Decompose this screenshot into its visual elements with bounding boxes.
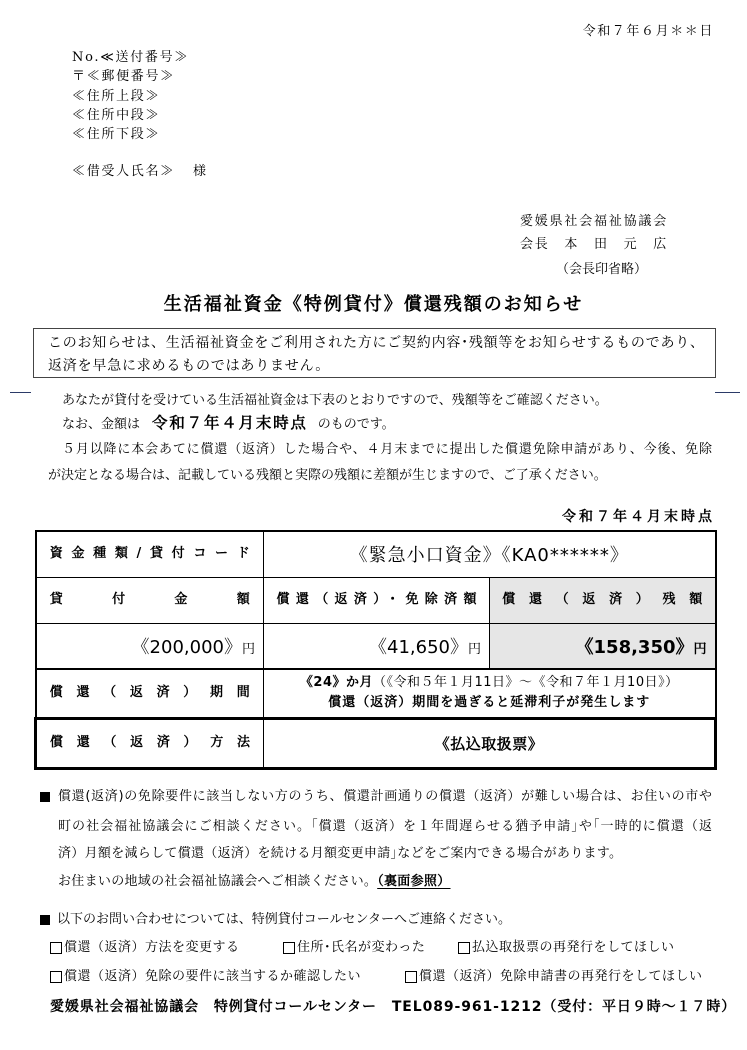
loan-balance-table [34, 530, 717, 770]
remaining-amount-value: 《158,350》 [575, 636, 694, 658]
period-range: （《令和５年１月11日》～《令和７年１月10日》） [373, 675, 679, 691]
inquiry-option-label: 払込取扱票の再発行をしてほしい [472, 940, 675, 955]
intro-line-1: あなたが貸付を受けている生活福祉資金は下表のとおりですので、残額等をご確認ください。 [62, 393, 608, 408]
fund-type-label-cell [36, 531, 264, 577]
margin-mark-right [715, 392, 740, 393]
repaid-label-cell [264, 577, 490, 623]
inquiry-option-label: 住所･氏名が変わった [297, 940, 426, 955]
inquiries-heading: 以下のお問い合わせについては、特例貸付コールセンターへご連絡ください。 [57, 912, 511, 927]
repaid-label: 償還（返済）・免除済額 [276, 592, 477, 607]
document-title: 生活福祉資金《特例貸付》償還残額のお知らせ [163, 294, 584, 315]
checkbox-icon [50, 942, 62, 954]
margin-mark-left [10, 392, 31, 393]
repaid-amount-value: 《41,650》 [369, 636, 468, 658]
inquiry-option [458, 939, 675, 957]
recipient-honorific: 様 [193, 164, 208, 179]
inquiry-option [50, 968, 361, 986]
period-line [264, 673, 715, 693]
period-warning: 償還（返済）期間を過ぎると延滞利子が発生します [328, 695, 651, 711]
loan-amount-label: 貸付金額 [49, 592, 250, 607]
square-bullet-icon [40, 792, 50, 802]
square-bullet-icon [40, 915, 50, 925]
repaid-amount-unit: 円 [467, 641, 481, 657]
recipient-name: ≪借受人氏名≫ [72, 164, 175, 179]
intro-line-2-prefix: なお、金額は [62, 417, 141, 432]
inquiry-option [283, 939, 425, 957]
fund-type-row [36, 531, 716, 577]
period-value-cell [264, 669, 716, 718]
send-number: No.≪送付番号≫ [72, 50, 190, 65]
consultation-line-4-text: お住まいの地域の社会福祉協議会へご相談ください。 [58, 874, 378, 889]
inquiry-option [50, 939, 240, 957]
address-line-2: ≪住所中段≫ [72, 108, 161, 123]
repaid-amount-cell [264, 623, 490, 669]
loan-amount-cell [36, 623, 264, 669]
sender-organization: 愛媛県社会福祉協議会 [520, 214, 669, 229]
loan-amount-value: 《200,000》 [131, 636, 242, 658]
address-line-3: ≪住所下段≫ [72, 127, 161, 142]
postal-code: 〒≪郵便番号≫ [72, 69, 175, 84]
fund-type-label: 資金種類/貸付コード [49, 546, 250, 562]
remaining-label: 償還（返済）残額 [502, 592, 703, 607]
checkbox-icon [283, 942, 295, 954]
inquiry-option-label: 償還（返済）免除の要件に該当するか確認したい [64, 969, 362, 984]
consultation-line-2: 町の社会福祉協議会にご相談ください。｢償還（返済）を１年間遅らせる猶予申請｣や｢一時的に償還（返 [58, 819, 712, 834]
as-of-emphasis: 令和７年４月末時点 [152, 414, 308, 432]
amount-header-row [36, 577, 716, 623]
method-label: 償還（返済）方法 [50, 735, 250, 750]
checkbox-icon [50, 971, 62, 983]
checkbox-icon [458, 942, 470, 954]
inquiry-option [405, 968, 703, 986]
period-row [36, 669, 716, 718]
consultation-line-3: 済）月額を減らして償還（返済）を続ける月額変更申請｣などをご案内できる場合があります。 [58, 846, 623, 861]
notice-box [33, 328, 716, 378]
loan-amount-unit: 円 [241, 641, 255, 657]
intro-line-4: が決定となる場合は、記載している残額と実際の残額に差額が生じますので、ご了承ください。 [48, 468, 607, 483]
consultation-line-1: 償還(返済)の免除要件に該当しない方のうち、償還計画通りの償還（返済）が難しい場合は、お住いの市や [58, 789, 712, 804]
seal-note: （会長印省略） [556, 262, 648, 277]
intro-line-3: ５月以降に本会あてに償還（返済）した場合や、４月末までに提出した償還免除申請があり、今後、免除 [62, 442, 712, 457]
intro-line-2-suffix: のものです。 [317, 417, 395, 432]
method-label-cell [36, 718, 264, 768]
period-label: 償還（返済）期間 [49, 685, 250, 701]
amount-value-row [36, 623, 716, 669]
table-as-of-date: 令和７年４月末時点 [562, 509, 715, 525]
fund-type-value: 《緊急小口資金》《KA0******》 [264, 531, 716, 577]
inquiry-option-label: 償還（返済）免除申請書の再発行をしてほしい [419, 969, 703, 984]
remaining-label-cell [490, 577, 716, 623]
method-value: 《払込取扱票》 [264, 718, 716, 768]
loan-amount-label-cell [36, 577, 264, 623]
inquiry-option-label: 償還（返済）方法を変更する [64, 940, 240, 955]
address-line-1: ≪住所上段≫ [72, 89, 161, 104]
sender-chairperson: 会長 本 田 元 広 [520, 237, 669, 252]
notice-line-1: このお知らせは、生活福祉資金をご利用された方にご契約内容･残額等をお知らせするものであり、 [48, 335, 704, 351]
call-center-contact: 愛媛県社会福祉協議会 特例貸付コールセンター TEL089-961-1212（受付：平日９時～１７時） [50, 999, 737, 1015]
remaining-amount-cell [490, 623, 716, 669]
notice-line-2: 返済を早急に求めるものではありません。 [48, 358, 331, 374]
remaining-amount-unit: 円 [693, 641, 707, 657]
consultation-line-4 [58, 873, 451, 891]
checkbox-icon [405, 971, 417, 983]
period-label-cell [36, 669, 264, 718]
intro-line-2 [62, 412, 395, 436]
issue-date: 令和７年６月＊＊日 [582, 24, 714, 39]
period-months: 《24》か月 [299, 675, 373, 691]
back-page-reference: （裏面参照） [377, 874, 451, 889]
method-row [36, 718, 716, 768]
